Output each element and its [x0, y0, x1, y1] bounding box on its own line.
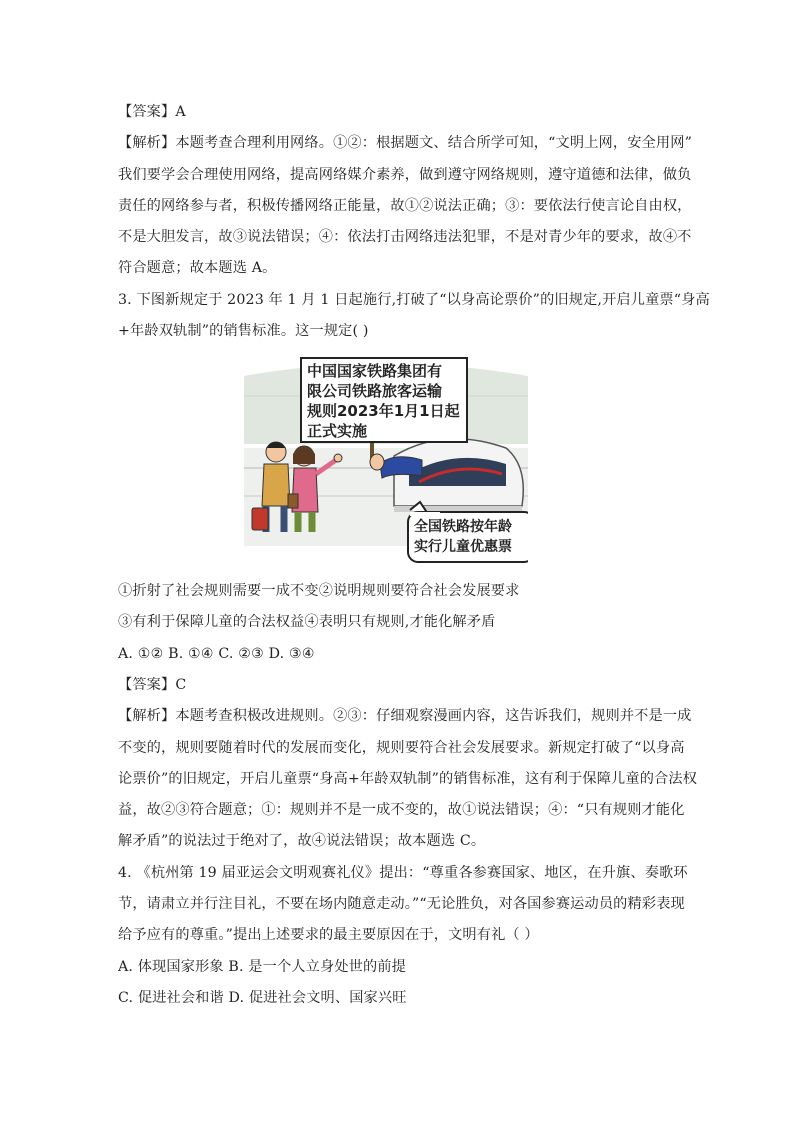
q3-stem-line-2: +年龄双轨制”的销售标准。这一规定( ): [118, 323, 369, 339]
q4-options-line-2: C. 促进社会和谐 D. 促进社会文明、国家兴旺: [118, 990, 407, 1006]
q4-stem-line-3: 给予应有的尊重。”提出上述要求的最主要原因在于，文明有礼（ ）: [118, 927, 539, 943]
sign-line-2: 限公司铁路旅客运输: [307, 382, 443, 400]
q3-stem-line-1: 3. 下图新规定于 2023 年 1 月 1 日起施行,打破了“以身高论票价”的旧规定,开启儿童票“身高: [118, 292, 710, 308]
sign-line-1: 中国国家铁路集团有: [307, 362, 443, 380]
bubble-line-1: 全国铁路按年龄: [414, 519, 512, 535]
q3-analysis-line-1: 【解析】本题考查积极改进规则。②③：仔细观察漫画内容，这告诉我们，规则并不是一成: [118, 708, 692, 724]
bubble-line-2: 实行儿童优惠票: [414, 539, 512, 555]
q4-options-line-1: A. 体现国家形象 B. 是一个人立身处世的前提: [118, 959, 407, 975]
q2-analysis-line-3: 责任的网络参与者，积极传播网络正能量，故①②说法正确；③：要依法行使言论自由权，: [118, 198, 692, 214]
q4-stem-line-2: 节，请肃立并行注目礼，不要在场内随意走动。”“无论胜负，对各国参赛运动员的精彩表现: [118, 896, 685, 912]
q2-analysis-line-1: 【解析】本题考查合理利用网络。①②：根据题文、结合所学可知，“文明上网，安全用网”: [118, 135, 692, 151]
sign-line-3: 规则2023年1月1日起: [307, 402, 460, 420]
q3-statements-line-1: ①折射了社会规则需要一成不变②说明规则要符合社会发展要求: [118, 583, 520, 599]
sign-board: [307, 361, 467, 441]
q2-analysis-line-5: 符合题意；故本题选 A。: [118, 260, 277, 276]
q2-analysis-line-2: 我们要学会合理使用网络，提高网络媒介素养，做到遵守网络规则，遵守道德和法律，做负: [118, 167, 692, 183]
speech-bubble: [414, 517, 526, 557]
q3-analysis-line-2: 不变的，规则要随着时代的发展而变化，规则要符合社会发展要求。新规定打破了“以身高: [118, 740, 685, 756]
q3-statements-line-2: ③有利于保障儿童的合法权益④表明只有规则,才能化解矛盾: [118, 614, 496, 630]
q3-analysis-line-3: 论票价”的旧规定，开启儿童票“身高+年龄双轨制”的销售标准，这有利于保障儿童的合法权: [118, 771, 698, 787]
cartoon-figure: [244, 356, 528, 564]
q2-analysis-line-4: 不是大胆发言，故③说法错误；④：依法打击网络违法犯罪，不是对青少年的要求，故④不: [118, 229, 692, 245]
q3-analysis-line-4: 益，故②③符合题意；①：规则并不是一成不变的，故①说法错误；④：“只有规则才能化: [118, 802, 685, 818]
q4-stem-line-1: 4. 《杭州第 19 届亚运会文明观赛礼仪》提出：“尊重各参赛国家、地区，在升旗、奏歌环: [118, 865, 688, 881]
q3-analysis-line-5: 解矛盾”的说法过于绝对了，故④说法错误；故本题选 C。: [118, 833, 486, 849]
q2-answer: 【答案】A: [118, 104, 186, 120]
q3-answer: 【答案】C: [118, 677, 187, 693]
sign-line-4: 正式实施: [307, 422, 368, 440]
q3-options: A. ①② B. ①④ C. ②③ D. ③④: [118, 646, 315, 662]
